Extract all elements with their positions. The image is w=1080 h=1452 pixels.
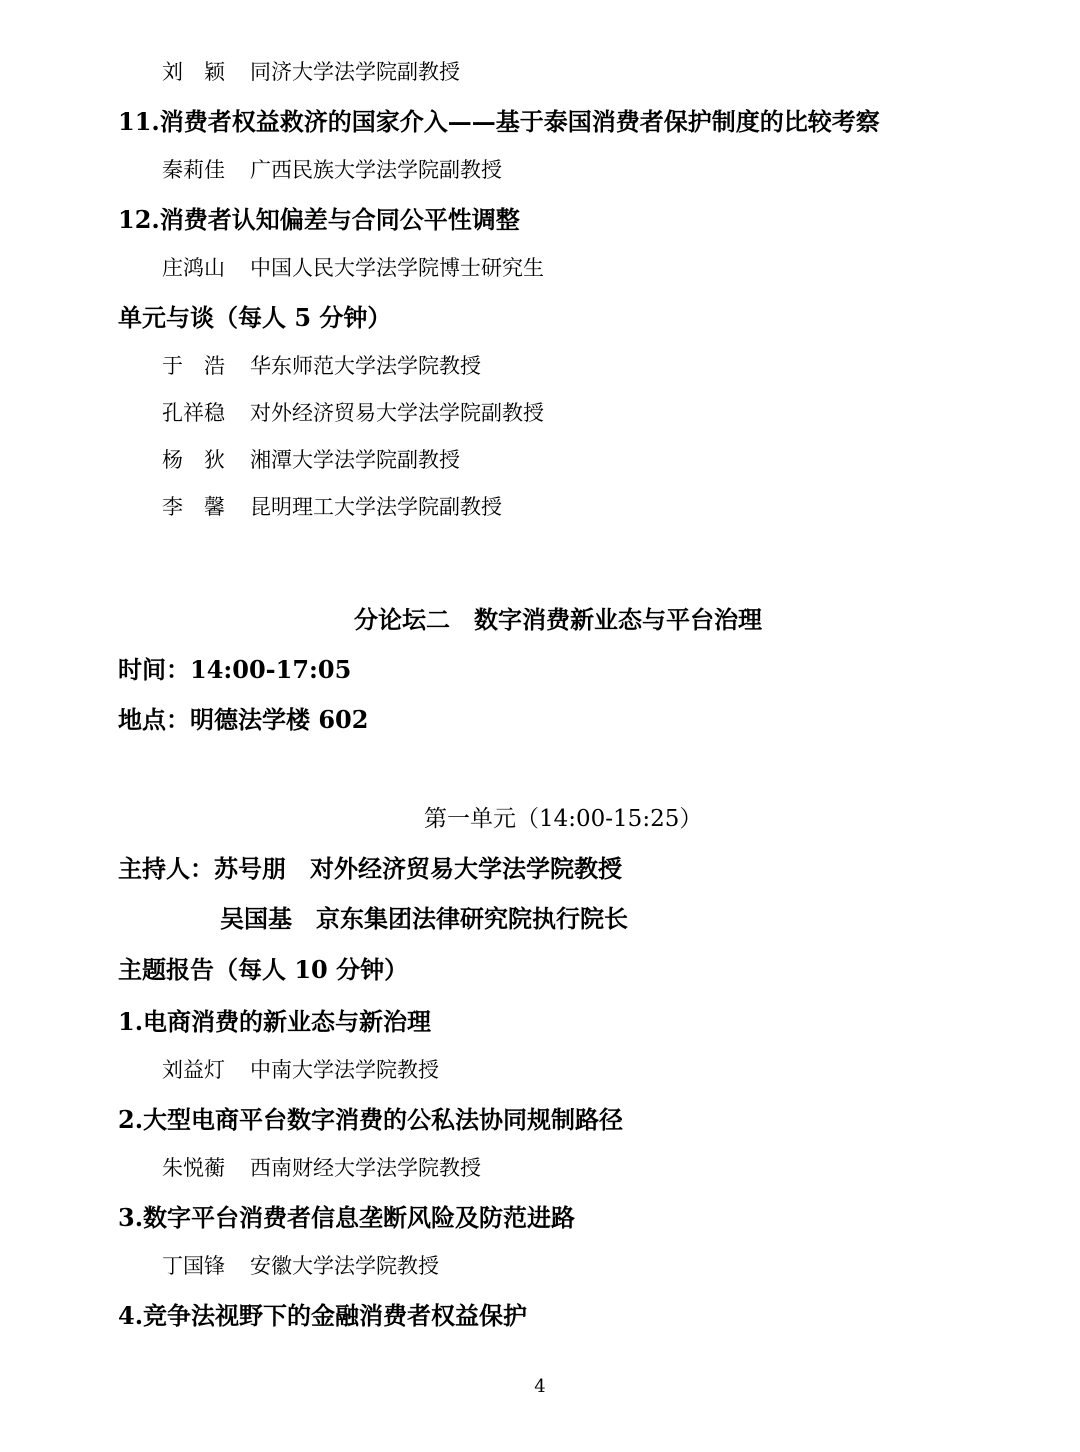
discussant-line bbox=[162, 497, 502, 518]
unit-title: 第一单元（14:00-15:25） bbox=[424, 806, 703, 832]
discussant-line bbox=[162, 403, 544, 424]
discussant-name: 李 馨 bbox=[162, 495, 225, 519]
host-name: 苏号朋 bbox=[214, 854, 286, 883]
host-label: 主持人： bbox=[118, 854, 214, 883]
speaker-name: 刘 颖 bbox=[162, 60, 225, 84]
speaker-name: 朱悦蘅 bbox=[162, 1156, 225, 1180]
discussant-affiliation: 对外经济贸易大学法学院副教授 bbox=[250, 401, 544, 425]
speaker-affiliation: 广西民族大学法学院副教授 bbox=[250, 158, 502, 182]
discussant-affiliation: 昆明理工大学法学院副教授 bbox=[250, 495, 502, 519]
report-title: 3.数字平台消费者信息垄断风险及防范进路 bbox=[118, 1203, 576, 1232]
discussant-affiliation: 湘潭大学法学院副教授 bbox=[250, 448, 460, 472]
forum-title: 分论坛二 数字消费新业态与平台治理 bbox=[354, 605, 762, 634]
page-number: 4 bbox=[534, 1376, 546, 1397]
discussant-line bbox=[162, 356, 481, 377]
speaker-line bbox=[162, 1060, 439, 1081]
report-title: 1.电商消费的新业态与新治理 bbox=[118, 1007, 432, 1036]
speaker-line bbox=[162, 62, 460, 83]
host-line bbox=[118, 854, 622, 883]
forum-time: 时间：14:00-17:05 bbox=[118, 655, 352, 684]
speaker-line bbox=[162, 1158, 481, 1179]
report-section-title: 主题报告（每人 10 分钟） bbox=[118, 955, 409, 984]
speaker-name: 丁国锋 bbox=[162, 1254, 225, 1278]
speaker-line bbox=[162, 258, 544, 279]
discussant-name: 杨 狄 bbox=[162, 448, 225, 472]
discussant-name: 于 浩 bbox=[162, 354, 225, 378]
speaker-affiliation: 西南财经大学法学院教授 bbox=[250, 1156, 481, 1180]
speaker-line bbox=[162, 160, 502, 181]
report-title-12: 12.消费者认知偏差与合同公平性调整 bbox=[118, 205, 520, 234]
speaker-affiliation: 中南大学法学院教授 bbox=[250, 1058, 439, 1082]
host-name: 吴国基 bbox=[220, 904, 292, 933]
forum-place: 地点：明德法学楼 602 bbox=[118, 705, 369, 734]
host-line bbox=[220, 904, 628, 933]
report-title: 2.大型电商平台数字消费的公私法协同规制路径 bbox=[118, 1105, 624, 1134]
speaker-name: 庄鸿山 bbox=[162, 256, 225, 280]
report-title-11: 11.消费者权益救济的国家介入——基于泰国消费者保护制度的比较考察 bbox=[118, 107, 880, 136]
host-affiliation: 京东集团法律研究院执行院长 bbox=[316, 904, 628, 933]
speaker-name: 秦莉佳 bbox=[162, 158, 225, 182]
discussant-name: 孔祥稳 bbox=[162, 401, 225, 425]
speaker-line bbox=[162, 1256, 439, 1277]
discussant-line bbox=[162, 450, 460, 471]
speaker-affiliation: 同济大学法学院副教授 bbox=[250, 60, 460, 84]
discussion-title: 单元与谈（每人 5 分钟） bbox=[118, 303, 392, 332]
speaker-affiliation: 中国人民大学法学院博士研究生 bbox=[250, 256, 544, 280]
report-title: 4.竞争法视野下的金融消费者权益保护 bbox=[118, 1301, 528, 1330]
speaker-name: 刘益灯 bbox=[162, 1058, 225, 1082]
speaker-affiliation: 安徽大学法学院教授 bbox=[250, 1254, 439, 1278]
host-affiliation: 对外经济贸易大学法学院教授 bbox=[310, 854, 622, 883]
discussant-affiliation: 华东师范大学法学院教授 bbox=[250, 354, 481, 378]
